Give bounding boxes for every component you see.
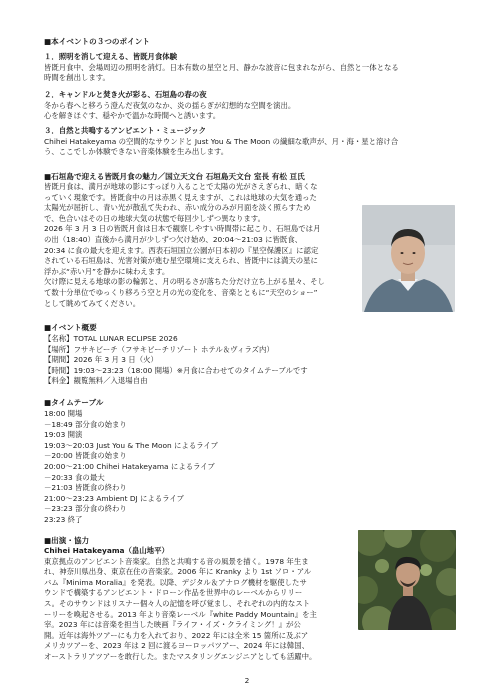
performers-heading: ■出演・協力	[44, 536, 90, 545]
astronomer-line: 浮かぶ“赤い月”を静かに味わえます。	[44, 266, 170, 276]
timetable-heading: ■タイムテーブル	[44, 398, 104, 407]
timetable-row: 20:00～21:00 Chihei Hatakeyama によるライブ	[44, 461, 215, 471]
timetable-row: －23:23 部分食の終わり	[44, 504, 127, 514]
astronomer-line: として眺めてみてください。	[44, 298, 141, 308]
performer-line: 東京拠点のアンビエント音楽家。自然と共鳴する音の風景を描く。1978 年生ま	[44, 556, 309, 566]
performer-line: ーリーを喚起させる。2013 年より音楽レーベル『white Paddy Mountain』を主	[44, 609, 317, 619]
overview-row: 【時間】19:03～23:23（18:00 開場）※月食に合わせてのタイムテーブルです	[44, 365, 308, 375]
astronomer-line: の出（18:40）直後から満月が少しずつ欠け始め、20:04～21:03 に皆既食、	[44, 234, 303, 244]
astronomer-line: で、色合いはその日の地球大気の状態で毎回少しずつ異なります。	[44, 213, 265, 223]
point-1-line-1: 皆既月食中、会場周辺の照明を消灯。日本有数の星空と月、静かな波音に包まれながら、自然と一体となる	[44, 62, 399, 72]
timetable-row: －18:49 部分食の始まり	[44, 419, 127, 429]
point-1-title: １．照明を消して迎える、皆既月食体験	[44, 52, 178, 61]
point-1	[44, 52, 399, 84]
point-2-line-1: 冬から春へと移ろう澄んだ夜気のなか、炎の揺らぎが幻想的な空間を演出。	[44, 100, 296, 110]
point-2	[44, 90, 295, 122]
astronomer-text	[44, 182, 325, 309]
overview-row: 【料金】観覧無料／入退場自由	[44, 376, 148, 386]
timetable-row: 23:23 終了	[44, 514, 83, 524]
performer-line: 宰。2023 年には音楽を担当した映画『ライフ・イズ・クライミング！』が公	[44, 620, 301, 630]
astronomer-line: っていく現象です。皆既食中の月は赤黒く見えますが、これは地球の大気を通った	[44, 192, 317, 202]
point-3-title: ３．自然と共鳴するアンビエント・ミュージック	[44, 126, 207, 135]
timetable-row: 21:00～23:23 Ambient DJ によるライブ	[44, 493, 184, 503]
intro-heading: ■本イベントの３つのポイント	[44, 37, 150, 46]
astronomer-line: 皆既月食は、満月が地球の影にすっぽり入ることで太陽の光がさえぎられ、暗くな	[44, 182, 318, 191]
point-2-line-2: 心を解きほぐす、穏やかで温かな時間へと誘います。	[44, 111, 221, 121]
overview-row: 【名称】TOTAL LUNAR ECLIPSE 2026	[44, 334, 178, 343]
overview-row: 【期間】2026 年 3 月 3 日（火）	[44, 355, 158, 365]
performer-line: ウンドで構築するアンビエント・ドローン作品を世界中のレーベルからリリー	[44, 588, 303, 598]
performer-line: バム『Minima Moralia』を発表。以降、デジタル＆アナログ機材を駆使したサ	[44, 577, 307, 587]
performer-photo	[358, 530, 456, 630]
page-number: 2	[244, 676, 250, 685]
point-1-line-2: 時間を創出します。	[44, 73, 110, 83]
overview-list	[44, 334, 308, 387]
point-3	[44, 126, 398, 158]
timetable-row: 19:03～20:03 Just You & The Moon によるライブ	[44, 440, 218, 450]
timetable-list	[44, 409, 218, 526]
astronomer-line: 2026 年 3 月 3 日の皆既月食は日本で観察しやすい時間帯に起こり、石垣島では月	[44, 224, 321, 234]
performer-line: ス。そのサウンドはリスナー個々人の記憶を呼び覚まし、それぞれの内的なスト	[44, 598, 310, 608]
point-3-line-2: う、ここでしか体験できない音楽体験を生み出します。	[44, 147, 229, 157]
timetable-row: 18:00 開場	[44, 409, 83, 418]
astronomer-heading: ■石垣島で迎える皆既月食の魅力／国立天文台 石垣島天文台 室長 有松 亘氏	[44, 172, 305, 181]
astronomer-photo	[362, 205, 455, 312]
astronomer-line: 20:34 に食の最大を迎えます。西表石垣国立公園が日本初の『星空保護区』に認定	[44, 245, 319, 255]
performer-line: れ、神奈川県出身、東京在住の音楽家。2006 年に Kranky より 1st ソロ・アル	[44, 567, 312, 577]
astronomer-line: て数十分単位でゆっくり移ろう空と月の光の変化を、音楽とともに“天空のショー”	[44, 287, 318, 297]
overview-heading: ■イベント概要	[44, 323, 97, 332]
timetable-row: －20:00 皆既食の始まり	[44, 451, 127, 461]
astronomer-line: 欠け際に見える地球の影の輪郭と、月の明るさが落ちた分だけ立ち上がる星々、そし	[44, 277, 325, 287]
performer-name: Chihei Hatakeyama（畠山地平）	[44, 546, 169, 555]
performer-line: メリカツアーを、2023 年は 2 回に渡るヨーロッパツアー、2024 年には韓国、	[44, 641, 310, 651]
performer-bio	[44, 546, 317, 663]
point-3-line-1: Chihei Hatakeyama の空間的なサウンドと Just You & The Moon の繊細な歌声が、月・海・星と溶け合	[44, 136, 399, 146]
performer-line: 開。近年は海外ツアーにも力を入れており、2022 年には全米 15 箇所に及ぶア	[44, 630, 309, 640]
astronomer-line: 太陽光が屈折し、青い光が散乱て失われ、赤い成分のみが月面を淡く照らすため	[44, 203, 311, 213]
timetable-row: 19:03 開演	[44, 430, 83, 440]
astronomer-line: されている石垣島は、光害対策が進む星空環境に支えられ、皆既中には満天の星に	[44, 256, 318, 266]
timetable-row: －21:03 皆既食の終わり	[44, 483, 127, 493]
point-2-title: ２．キャンドルと焚き火が彩る、石垣島の春の夜	[44, 90, 207, 99]
overview-row: 【場所】フサキビーチ（フサキビーチリゾート ホテル＆ヴィラズ内）	[44, 344, 274, 354]
performer-line: オーストラリアツアーを敢行した。またマスタリングエンジニアとしても活躍中。	[44, 651, 317, 661]
timetable-row: －20:33 食の最大	[44, 472, 105, 482]
